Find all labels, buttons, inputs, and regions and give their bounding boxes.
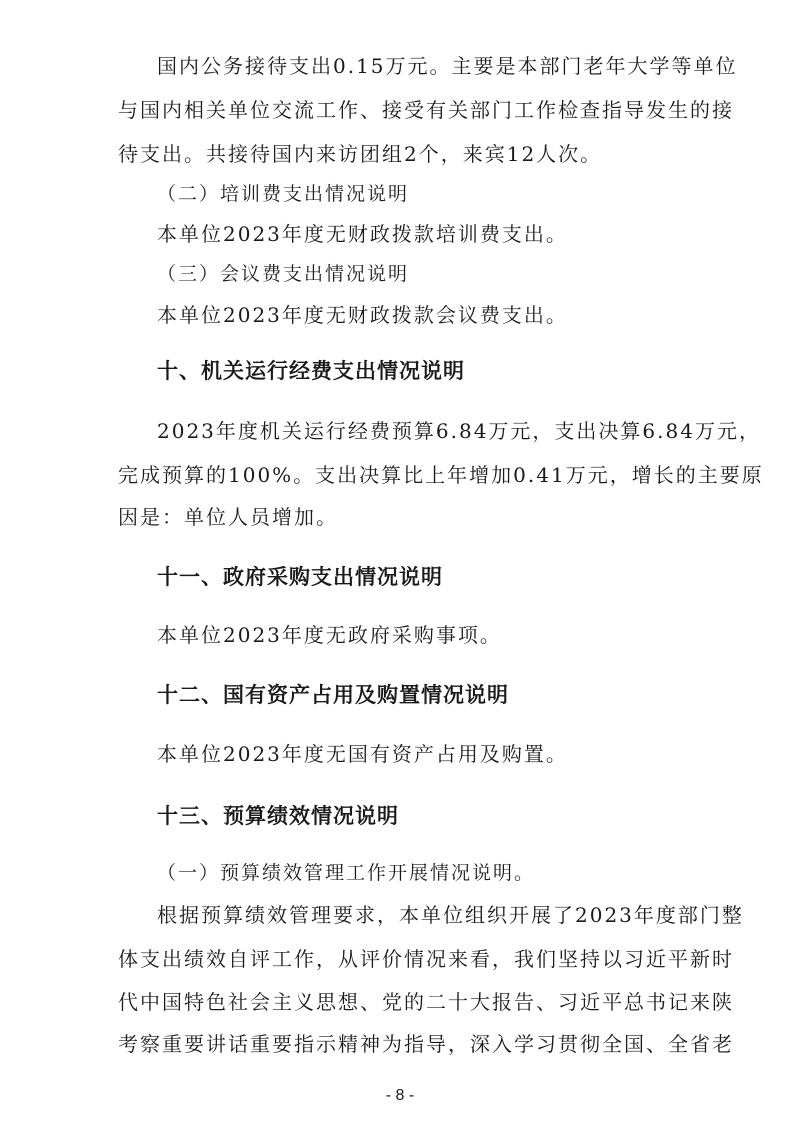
section-13-heading: 十三、预算绩效情况说明 <box>157 804 399 828</box>
training-subheading: （二）培训费支出情况说明 <box>157 183 410 205</box>
section-13-subheading: （一）预算绩效管理工作开展情况说明。 <box>157 862 536 884</box>
training-paragraph: 本单位2023年度无财政拨款培训费支出。 <box>157 222 568 246</box>
page-number: - 8 - <box>385 1087 415 1104</box>
section-13-paragraph-line-4: 考察重要讲话重要指示精神为指导，深入学习贯彻全国、全省老 <box>118 1032 734 1056</box>
section-13-paragraph-line-1: 根据预算绩效管理要求，本单位组织开展了2023年度部门整 <box>157 903 744 927</box>
section-10-paragraph-line-2: 完成预算的100%。支出决算比上年增加0.41万元，增长的主要原 <box>118 463 764 487</box>
section-13-paragraph-line-3: 代中国特色社会主义思想、党的二十大报告、习近平总书记来陕 <box>118 990 734 1014</box>
section-11-heading: 十一、政府采购支出情况说明 <box>157 565 443 589</box>
section-10-paragraph-line-1: 2023年度机关运行经费预算6.84万元，支出决算6.84万元， <box>157 419 761 443</box>
section-13-paragraph-line-2: 体支出绩效自评工作，从评价情况来看，我们坚持以习近平新时 <box>118 947 734 971</box>
meeting-subheading: （三）会议费支出情况说明 <box>157 263 410 285</box>
section-10-paragraph-line-3: 因是：单位人员增加。 <box>118 505 338 529</box>
section-12-paragraph: 本单位2023年度无国有资产占用及购置。 <box>157 742 568 766</box>
meeting-paragraph: 本单位2023年度无财政拨款会议费支出。 <box>157 303 568 327</box>
section-10-heading: 十、机关运行经费支出情况说明 <box>157 359 465 383</box>
reception-paragraph-line-3: 待支出。共接待国内来访团组2个，来宾12人次。 <box>118 142 603 166</box>
reception-paragraph-line-2: 与国内相关单位交流工作、接受有关部门工作检查指导发生的接 <box>118 98 734 122</box>
reception-paragraph-line-1: 国内公务接待支出0.15万元。主要是本部门老年大学等单位 <box>157 54 738 78</box>
section-12-heading: 十二、国有资产占用及购置情况说明 <box>157 683 509 707</box>
section-11-paragraph: 本单位2023年度无政府采购事项。 <box>157 623 502 647</box>
